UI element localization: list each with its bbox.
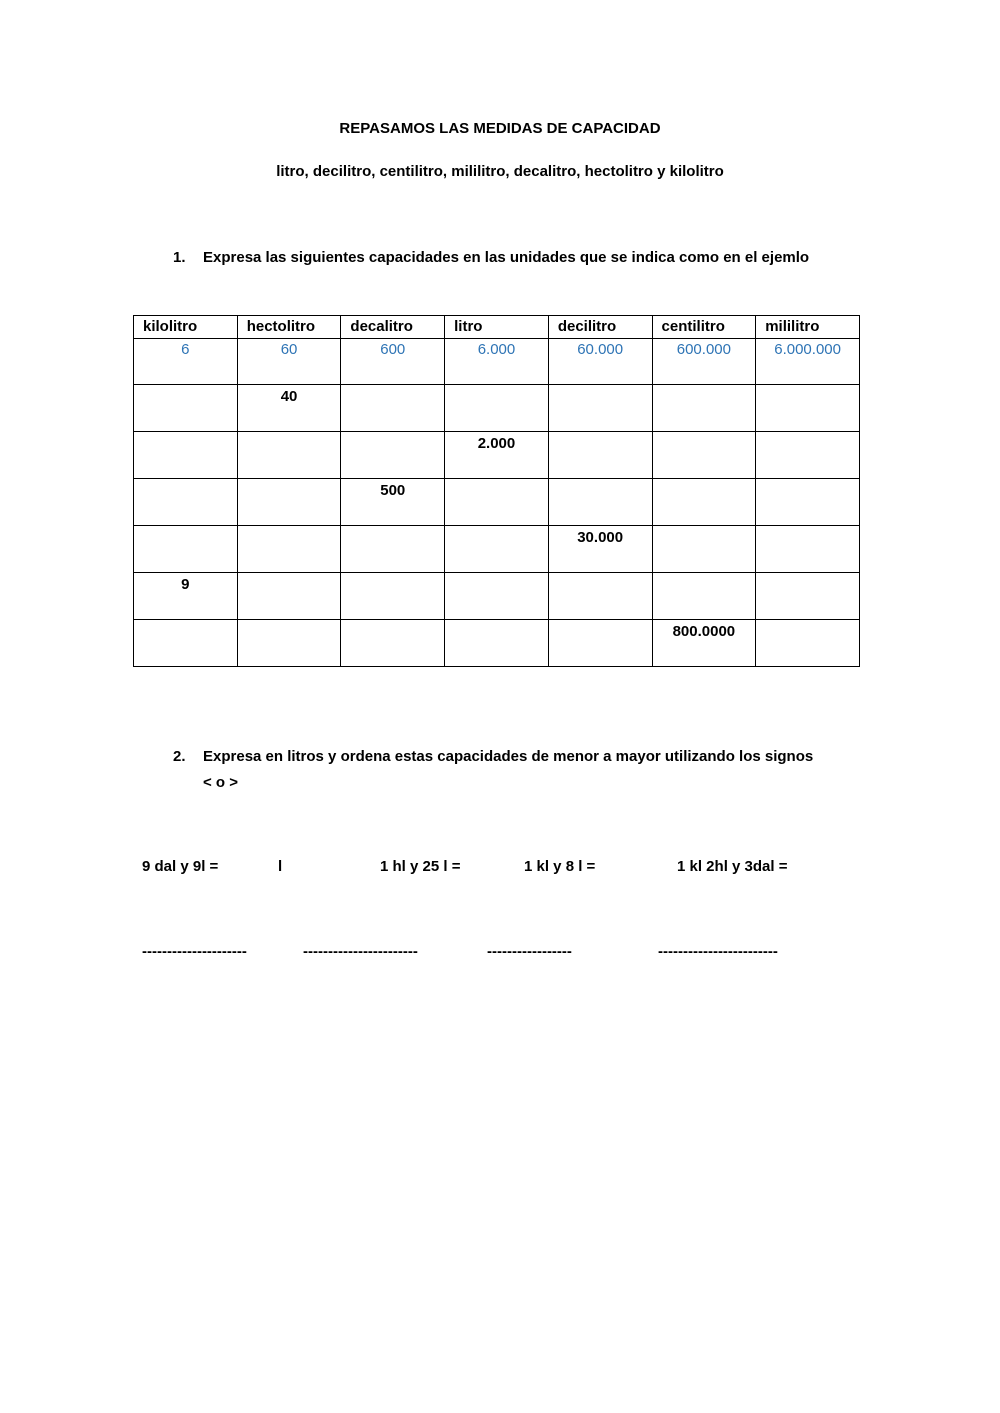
expression-4: 1 kl 2hl y 3dal =	[677, 858, 788, 875]
answer-cell[interactable]	[652, 432, 756, 479]
answer-cell[interactable]	[134, 526, 238, 573]
answer-cell[interactable]	[341, 385, 445, 432]
answer-blank-4[interactable]: ------------------------	[658, 943, 778, 960]
page-title: REPASAMOS LAS MEDIDAS DE CAPACIDAD	[339, 120, 661, 137]
header-decalitro: decalitro	[341, 316, 445, 339]
question-1-number: 1.	[173, 249, 186, 266]
answer-cell[interactable]	[134, 385, 238, 432]
header-hectolitro: hectolitro	[237, 316, 341, 339]
example-cell: 60.000	[548, 339, 652, 385]
header-centilitro: centilitro	[652, 316, 756, 339]
answer-cell[interactable]	[445, 479, 549, 526]
answer-cell[interactable]	[134, 479, 238, 526]
answer-cell[interactable]	[237, 479, 341, 526]
answer-cell[interactable]: 30.000	[548, 526, 652, 573]
answer-cell[interactable]	[652, 385, 756, 432]
answer-cell[interactable]	[756, 479, 860, 526]
table-row	[134, 432, 860, 479]
example-cell: 6.000	[445, 339, 549, 385]
answer-cell[interactable]	[445, 573, 549, 620]
answer-cell[interactable]	[756, 620, 860, 667]
header-decilitro: decilitro	[548, 316, 652, 339]
answer-cell[interactable]: 500	[341, 479, 445, 526]
table-row	[134, 526, 860, 573]
table-row	[134, 385, 860, 432]
answer-cell[interactable]	[445, 385, 549, 432]
answer-cell[interactable]	[548, 620, 652, 667]
answer-cell[interactable]	[756, 385, 860, 432]
answer-blank-1[interactable]: ---------------------	[142, 943, 247, 960]
example-cell: 6	[134, 339, 238, 385]
answer-cell[interactable]: 2.000	[445, 432, 549, 479]
answer-cell[interactable]	[548, 573, 652, 620]
answer-cell[interactable]	[237, 432, 341, 479]
question-1-text: Expresa las siguientes capacidades en las unidades que se indica como en el ejemlo	[203, 249, 810, 266]
answer-cell[interactable]	[756, 432, 860, 479]
answer-cell[interactable]: 40	[237, 385, 341, 432]
capacity-table	[133, 315, 860, 667]
answer-cell[interactable]	[548, 432, 652, 479]
header-mililitro: mililitro	[756, 316, 860, 339]
question-2-number: 2.	[173, 748, 186, 765]
answer-cell[interactable]	[548, 479, 652, 526]
answer-cell[interactable]	[756, 573, 860, 620]
example-cell: 6.000.000	[756, 339, 860, 385]
expression-1: 9 dal y 9l =	[142, 858, 219, 875]
table-header-row	[134, 316, 860, 339]
expression-unit-l: l	[278, 858, 283, 875]
answer-cell[interactable]	[341, 620, 445, 667]
header-kilolitro: kilolitro	[134, 316, 238, 339]
page-subtitle: litro, decilitro, centilitro, mililitro, decalitro, hectolitro y kilolitro	[276, 163, 724, 180]
table-row	[134, 620, 860, 667]
answer-cell[interactable]	[237, 620, 341, 667]
answer-blank-3[interactable]: -----------------	[487, 943, 572, 960]
example-row	[134, 339, 860, 385]
answer-cell[interactable]: 9	[134, 573, 238, 620]
answer-cell[interactable]	[134, 620, 238, 667]
answer-cell[interactable]: 800.0000	[652, 620, 756, 667]
answer-cell[interactable]	[341, 432, 445, 479]
example-cell: 60	[237, 339, 341, 385]
table-row	[134, 573, 860, 620]
answer-blank-2[interactable]: -----------------------	[303, 943, 418, 960]
answer-cell[interactable]	[756, 526, 860, 573]
answer-cell[interactable]	[341, 573, 445, 620]
answer-cell[interactable]	[341, 526, 445, 573]
example-cell: 600	[341, 339, 445, 385]
question-2-text-line1: Expresa en litros y ordena estas capacidades de menor a mayor utilizando los signos	[203, 748, 814, 765]
expression-3: 1 kl y 8 l =	[524, 858, 596, 875]
table-row	[134, 479, 860, 526]
answer-cell[interactable]	[652, 479, 756, 526]
answer-cell[interactable]	[134, 432, 238, 479]
answer-cell[interactable]	[445, 620, 549, 667]
example-cell: 600.000	[652, 339, 756, 385]
answer-cell[interactable]	[445, 526, 549, 573]
answer-cell[interactable]	[237, 573, 341, 620]
answer-cell[interactable]	[237, 526, 341, 573]
answer-cell[interactable]	[652, 526, 756, 573]
question-2-text-line2: < o >	[203, 774, 239, 791]
expression-2: 1 hl y 25 l =	[380, 858, 461, 875]
answer-cell[interactable]	[548, 385, 652, 432]
answer-cell[interactable]	[652, 573, 756, 620]
header-litro: litro	[445, 316, 549, 339]
